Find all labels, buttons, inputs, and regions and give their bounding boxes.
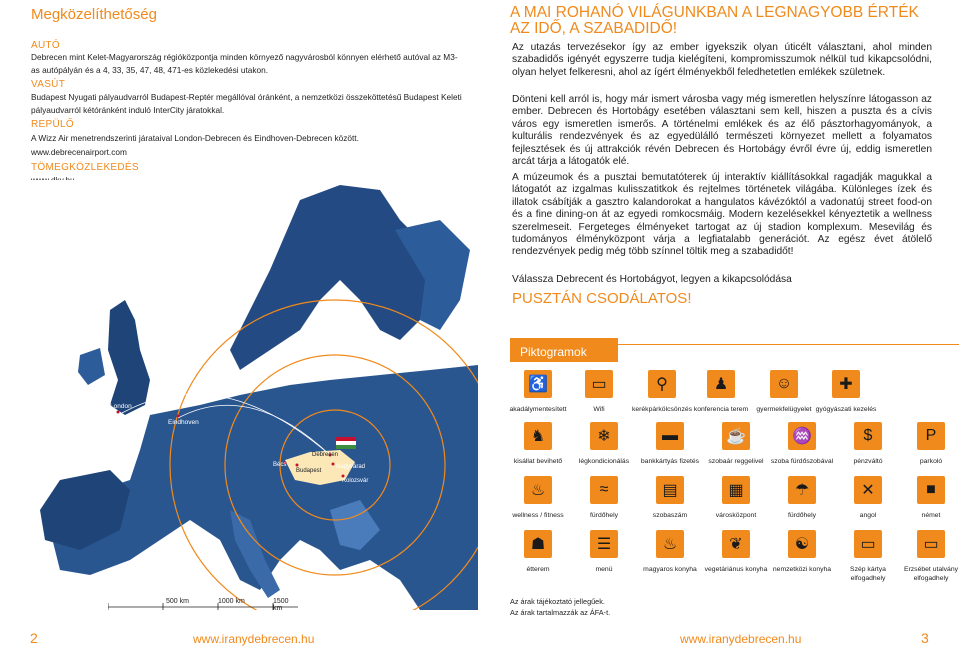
pictogram-item	[568, 476, 640, 520]
paragraph-3: A múzeumok és a pusztai bemutatóterek új interaktív kiállításokkal ragadják magukkal a látogatót az izgalmas kulisszatitkok és rejtelmes történetek világába. Különleges ízek és illatok csábítják a gasztro kalandorokat a hangulatos kávézóktól a vadonatúj street food-on és a fine dining-on át az egyedi romkocsmáig. Modern kezelésekkel kényeztetik a wellness szerelmeseit. Fergeteges élményeket tartogat az új stadion komplexum. Mesevilág és tudományos élményközpont várja a legfiatalabb generációt. Az egész évet átölelő rendezvények pedig még több színnel töltik meg a szabadidőt!	[512, 172, 932, 258]
pictogram-item	[895, 476, 959, 520]
headline: A MAI ROHANÓ VILÁGUNKBAN A LEGNAGYOBB ÉRTÉK AZ IDŐ, A SZABADIDŐ!	[510, 4, 919, 37]
conference-icon: ♟	[707, 370, 735, 398]
nagyvarad-dot	[332, 463, 335, 466]
pictogram-label: Erzsébet utalvány elfogadhely	[903, 566, 959, 582]
pictogram-label: gyermekfelügyelet	[756, 406, 812, 413]
pictogram-item	[700, 422, 772, 466]
pictogram-item	[766, 530, 838, 574]
exchange-icon: $	[854, 422, 882, 450]
scale-1000: 1000 km	[218, 598, 245, 605]
pictogram-item	[766, 476, 838, 520]
page-title: Megközelíthetőség	[31, 6, 157, 23]
label-becs: Bécs	[273, 462, 287, 468]
uk-flag-icon: ✕	[854, 476, 882, 504]
spa-icon: ≈	[590, 476, 618, 504]
pictogram-item	[634, 476, 706, 520]
budapest-dot	[296, 464, 299, 467]
pictogram-label: városközpont	[715, 512, 757, 519]
vegetarian-icon: ❦	[722, 530, 750, 558]
pictogram-item	[502, 422, 574, 466]
hungarian-food-icon: ♨	[656, 530, 684, 558]
pikto-divider	[618, 344, 959, 345]
bathroom-icon: ♒	[788, 422, 816, 450]
wellness-icon: ♨	[524, 476, 552, 504]
pictogram-item	[634, 422, 706, 466]
pictogram-label: német	[921, 512, 941, 519]
footer-url-right[interactable]: www.iranydebrecen.hu	[680, 632, 802, 646]
page-number-left: 2	[30, 630, 38, 646]
pictogram-label: akadálymentesített	[509, 406, 567, 413]
restaurant-icon: ☗	[524, 530, 552, 558]
label-nagyvarad: Nagyvárad	[336, 464, 366, 470]
london-dot	[117, 411, 120, 414]
paragraph-1: Az utazás tervezésekor így az ember igyekszik olyan úticélt választani, ahol minden szabadidős igényét egyszerre tudja kielégíteni, kompromisszumok nélkül tud kikapcsolódni, olyan helyet felkeresni, ahol az ígért élményekből feledhetetlen emlékek születnek.	[512, 42, 932, 78]
pictogram-label: fürdőhely	[788, 512, 816, 519]
pictogram-label: étterem	[526, 566, 550, 573]
pictogram-item	[502, 476, 574, 520]
pictogram-label: vegetáriánus konyha	[704, 566, 768, 573]
pictogram-item	[810, 370, 882, 414]
note-prices: Az árak tájékoztató jellegűek.	[510, 597, 605, 606]
page-number-right: 3	[921, 630, 929, 646]
paragraph-2: Dönteni kell arról is, hogy már ismert városba vagy még ismeretlen helyszínre látogasson az ember. Debrecen és Hortobágy esetében választani sem kell, hiszen a puszta és a cívis város egy ismeretlen ismerős. A történelmi emlékek és az élő pásztorhagyományok, a kulturális rendezvények és az egyedülálló természeti környezet mellett a folyamatos fejlesztések és új attrakciók révén Debrecen és Hortobágy évről évre új, eddig ismeretlen arcát tárja a látogatók elé.	[512, 94, 932, 168]
pictogram-label: kerékpárkölcsönzés	[631, 406, 693, 413]
pictogram-label: szobaszám	[652, 512, 688, 519]
section-head-auto: AUTÓ	[31, 40, 60, 51]
section-head-repulo: REPÜLŐ	[31, 119, 74, 130]
pictogram-label: fürdőhely	[590, 512, 618, 519]
pictogram-label: szobaár reggelivel	[708, 458, 764, 465]
childcare-icon: ☺	[770, 370, 798, 398]
pictogram-label: Szép kártya elfogadhely	[850, 566, 886, 582]
pictogram-item	[895, 530, 959, 583]
section-text-repulo: A Wizz Air menetrendszerinti járataival London-Debrecen és Eindhoven-Debrecen között.	[31, 133, 359, 143]
label-kolozsvar: Kolozsvár	[342, 478, 369, 484]
pictogram-item	[685, 370, 757, 414]
pictogram-label: wellness / fitness	[512, 512, 564, 519]
pictogram-item	[568, 530, 640, 574]
label-london: London	[110, 403, 132, 410]
pictogram-item	[700, 476, 772, 520]
note-vat: Az árak tartalmazzák az ÁFA-t.	[510, 608, 611, 617]
map-scale	[108, 598, 298, 612]
pictogram-label: kisállat bevihető	[513, 458, 563, 465]
europe-map	[0, 180, 478, 610]
right-page	[480, 0, 959, 646]
eindhoven-dot	[177, 415, 180, 418]
pictogram-label: Wifi	[593, 406, 605, 413]
de-flag-icon: ■	[917, 476, 945, 504]
bicycle-icon: ⚲	[648, 370, 676, 398]
pictogram-item	[502, 530, 574, 574]
scale-500: 500 km	[166, 598, 189, 605]
wifi-icon: ▭	[585, 370, 613, 398]
pictogram-label: pénzváltó	[853, 458, 883, 465]
pictogram-item	[832, 530, 904, 583]
slogan: PUSZTÁN CSODÁLATOS!	[512, 290, 692, 307]
pictogram-label: parkoló	[919, 458, 943, 465]
breakfast-icon: ☕	[722, 422, 750, 450]
paragraph-4: Válassza Debrecent és Hortobágyot, legyen a kikapcsolódása	[512, 274, 792, 285]
pictogram-item	[832, 422, 904, 466]
footer-url-left[interactable]: www.iranydebrecen.hu	[193, 632, 315, 646]
label-eindhoven: Eindhoven	[168, 419, 199, 426]
pictogram-item	[700, 530, 772, 574]
pictogram-item	[568, 422, 640, 466]
section-text-vasut: Budapest Nyugati pályaudvarról Budapest-Reptér megállóval óránként, a nemzetközi összeköttetésű Budapest Keleti pályaudvarról kétóránként induló InterCity járatokkal.	[31, 92, 462, 115]
city-icon: ▦	[722, 476, 750, 504]
intl-food-icon: ☯	[788, 530, 816, 558]
label-budapest: Budapest	[296, 468, 322, 474]
bath-icon: ☂	[788, 476, 816, 504]
hungary-flag-icon	[336, 437, 356, 449]
pictogram-label: magyaros konyha	[643, 566, 697, 573]
pictogram-label: menü	[595, 566, 613, 573]
section-head-tomeg: TÖMEGKÖZLEKEDÉS	[31, 162, 139, 173]
pictogram-label: konferencia terem	[693, 406, 749, 413]
pictogram-label: bankkártyás fizetés	[640, 458, 700, 465]
link-airport[interactable]: www.debrecenairport.com	[31, 147, 127, 157]
parking-icon: P	[917, 422, 945, 450]
label-debrecen: Debrecen	[312, 452, 339, 458]
first-aid-icon: ✚	[832, 370, 860, 398]
section-text-auto: Debrecen mint Kelet-Magyarország régióközpontja minden környező nagyvárosból könnyen elérhető autóval az M3-as autópályán és a 4, 33, 35, 47, 48, 471-es közlekedési utakon.	[31, 52, 458, 75]
pictogram-item	[563, 370, 635, 414]
menu-icon: ☰	[590, 530, 618, 558]
pictogram-item	[832, 476, 904, 520]
card-icon: ▬	[656, 422, 684, 450]
wheelchair-icon: ♿	[524, 370, 552, 398]
scale-1500: 1500 km	[273, 598, 289, 612]
pictogram-label: gyógyászati kezelés	[815, 406, 877, 413]
szep-card-icon: ▭	[854, 530, 882, 558]
pictogram-item	[766, 422, 838, 466]
voucher-icon: ▭	[917, 530, 945, 558]
pictogram-label: nemzetközi konyha	[772, 566, 832, 573]
pictogram-label: szoba fürdőszobával	[770, 458, 834, 465]
pictogram-label: angol	[859, 512, 877, 519]
pikto-title: Piktogramok	[520, 345, 587, 359]
pet-icon: ♞	[524, 422, 552, 450]
pictogram-item	[634, 530, 706, 574]
section-head-vasut: VASÚT	[31, 79, 66, 90]
sauna-icon: ▤	[656, 476, 684, 504]
pictogram-label: légkondicionálás	[578, 458, 630, 465]
aircon-icon: ❄	[590, 422, 618, 450]
pictogram-item	[895, 422, 959, 466]
